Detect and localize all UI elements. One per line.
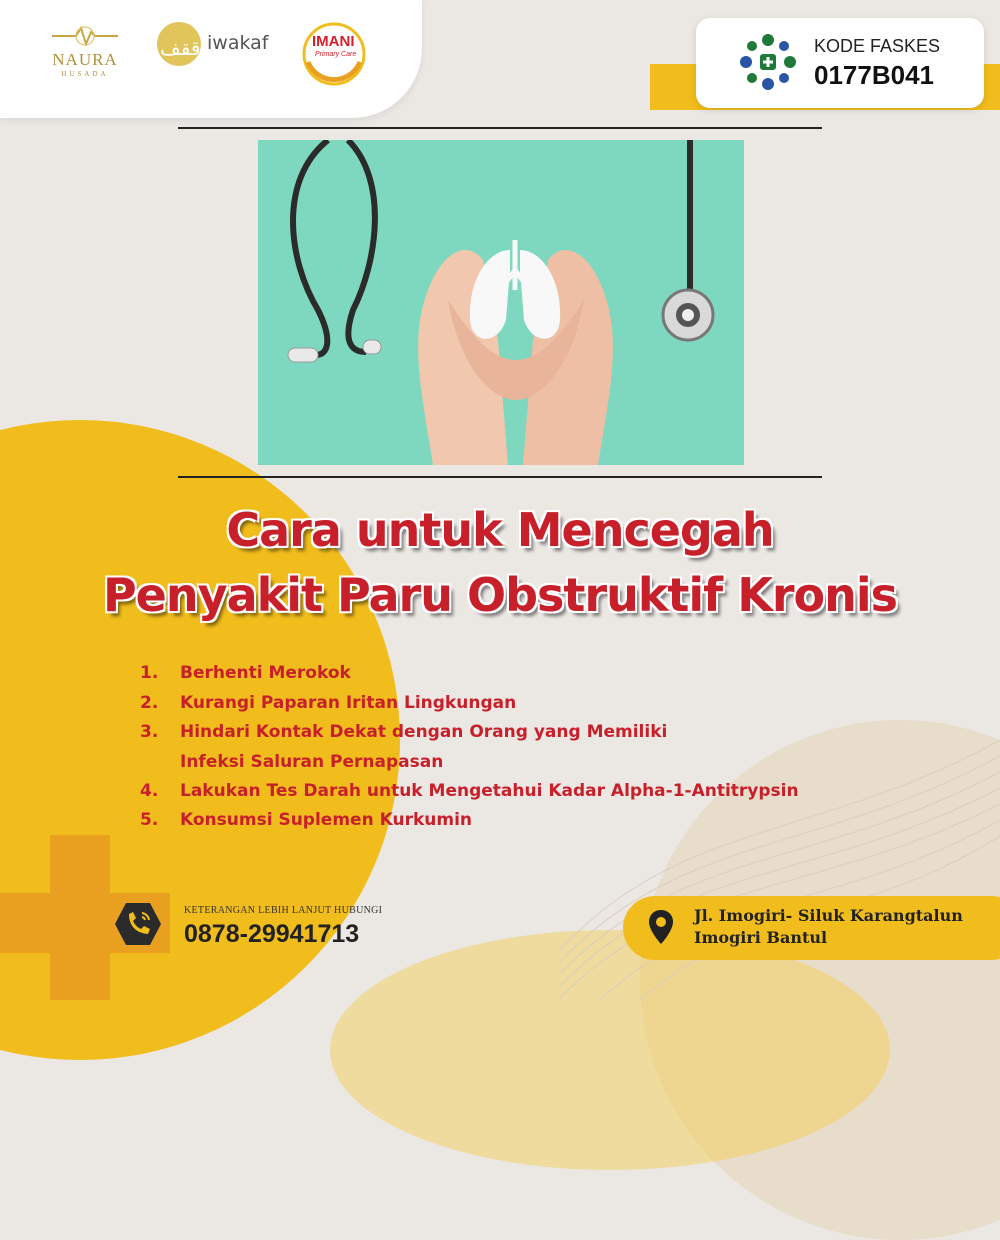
imani-sub: Primary Care	[315, 51, 357, 58]
list-item	[140, 693, 920, 722]
iwakaf-name: iwakaf	[207, 32, 269, 54]
list-number: 3.	[140, 722, 159, 742]
faskes-label: KODE FASKES	[814, 36, 941, 56]
address-line-2: Imogiri Bantul	[694, 928, 828, 947]
iwakaf-logo	[157, 22, 287, 72]
list-text: Kurangi Paparan Iritan Lingkungan	[180, 693, 517, 713]
imani-name: IMANI	[312, 33, 355, 50]
list-item	[140, 781, 920, 810]
list-number: 5.	[140, 810, 159, 830]
address-line-1: Jl. Imogiri- Siluk Karangtalun	[694, 906, 963, 925]
bpjs-logo-icon	[738, 32, 798, 92]
naura-husada-logo	[42, 24, 128, 78]
list-text: Konsumsi Suplemen Kurkumin	[180, 810, 473, 830]
lungs-hands-illustration	[258, 140, 744, 465]
top-divider	[178, 127, 822, 129]
list-text-continued: Infeksi Saluran Pernapasan	[180, 752, 444, 772]
faskes-code: 0177B041	[814, 60, 934, 90]
list-number: 1.	[140, 663, 159, 683]
phone-icon	[114, 900, 162, 948]
bottom-divider	[178, 476, 822, 478]
location-pin-icon	[649, 910, 673, 944]
list-text: Berhenti Merokok	[180, 663, 351, 683]
heartbeat-icon	[50, 24, 120, 46]
title-line-2: Penyakit Paru Obstruktif Kronis	[102, 568, 898, 622]
title-line-1: Cara untuk Mencegah	[226, 503, 774, 557]
lungs-stethoscope-photo	[258, 140, 744, 465]
list-number: 4.	[140, 781, 159, 801]
naura-name: NAURA	[52, 50, 118, 69]
list-number: 2.	[140, 693, 159, 713]
prevention-list	[140, 663, 920, 839]
list-item	[140, 722, 920, 781]
naura-sub: HUSADA	[61, 70, 109, 78]
list-text: Lakukan Tes Darah untuk Mengetahui Kadar Alpha-1-Antitrypsin	[180, 781, 799, 801]
contact-label: KETERANGAN LEBIH LANJUT HUBUNGI	[184, 905, 383, 916]
list-item	[140, 810, 920, 839]
iwakaf-glyph: ققف	[160, 36, 201, 60]
list-text: Hindari Kontak Dekat dengan Orang yang Memiliki	[180, 722, 668, 742]
list-item	[140, 663, 920, 693]
phone-number[interactable]: 0878-29941713	[184, 920, 360, 948]
